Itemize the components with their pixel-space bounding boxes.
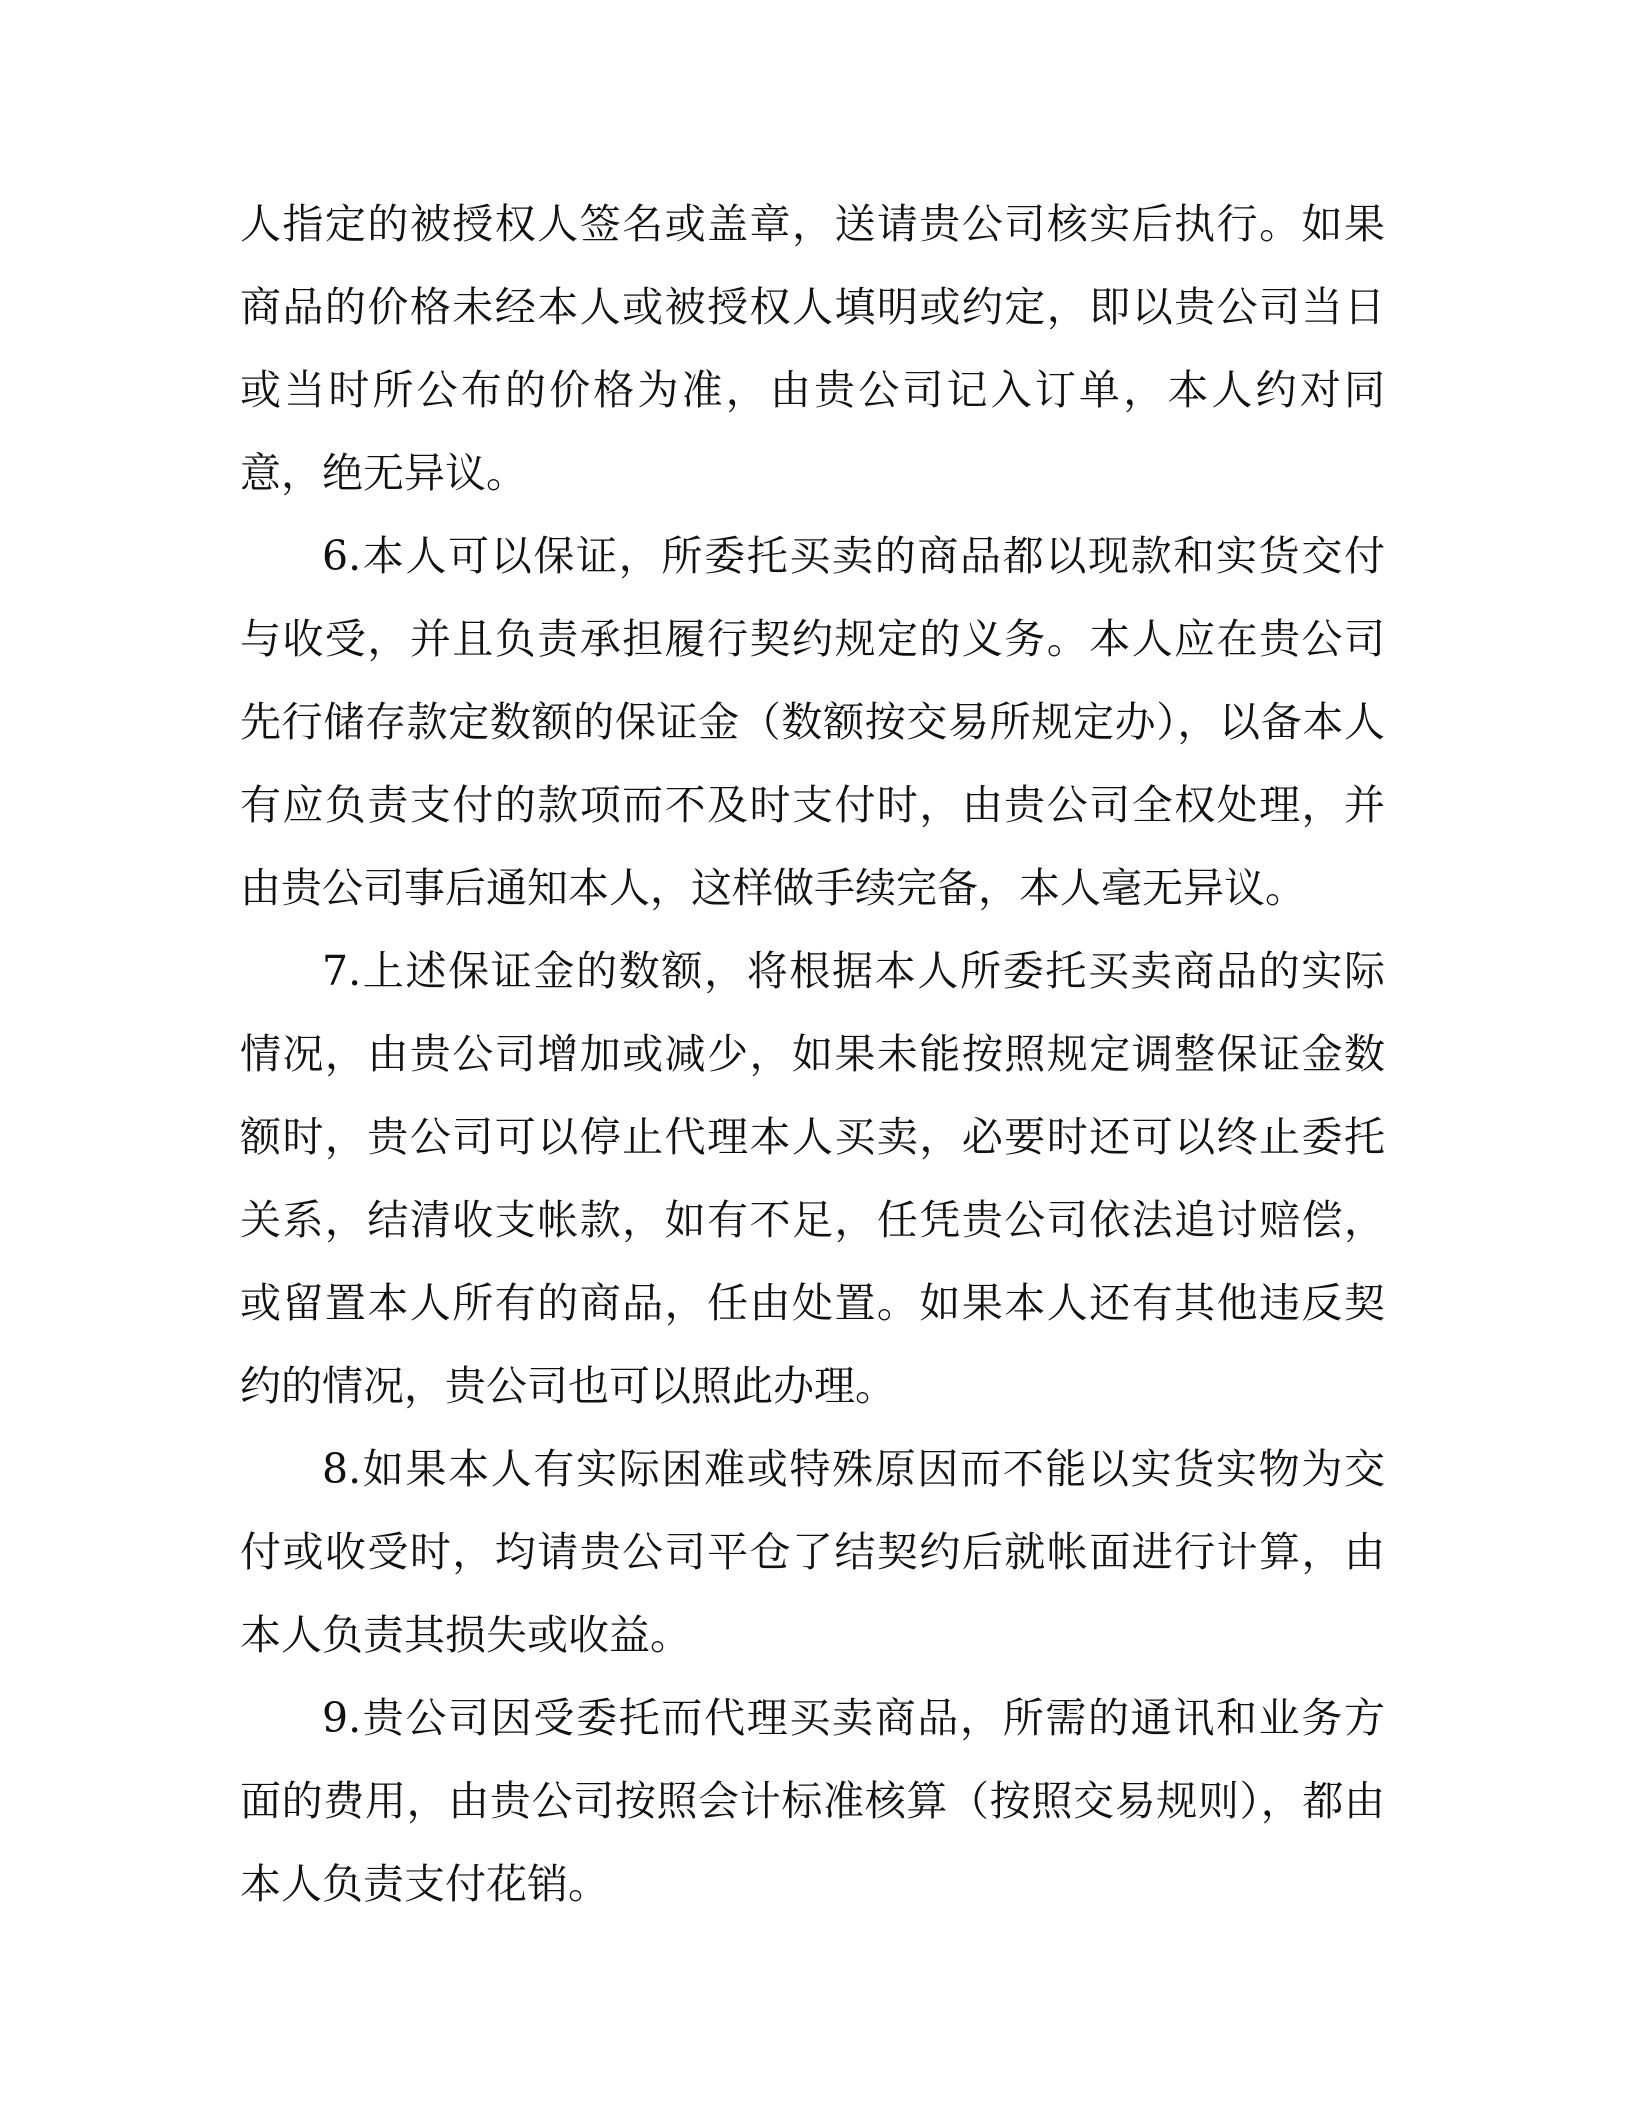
document-body — [240, 183, 1385, 1926]
paragraph-clause-7: 7.上述保证金的数额，将根据本人所委托买卖商品的实际情况，由贵公司增加或减少，如果未能按照规定调整保证金数额时，贵公司可以停止代理本人买卖，必要时还可以终止委托关系，结清收支帐款，如有不足，任凭贵公司依法追讨赔偿，或留置本人所有的商品，任由处置。如果本人还有其他违反契约的情况，贵公司也可以照此办理。 — [240, 947, 1385, 1410]
paragraph-continuation: 人指定的被授权人签名或盖章，送请贵公司核实后执行。如果商品的价格未经本人或被授权人填明或约定，即以贵公司当日或当时所公布的价格为准，由贵公司记入订单，本人约对同意，绝无异议。 — [240, 200, 1385, 497]
paragraph-clause-9: 9.贵公司因受委托而代理买卖商品，所需的通讯和业务方面的费用，由贵公司按照会计标准核算（按照交易规则），都由本人负责支付花销。 — [240, 1694, 1385, 1908]
paragraph-clause-6: 6.本人可以保证，所委托买卖的商品都以现款和实货交付与收受，并且负责承担履行契约规定的义务。本人应在贵公司先行储存款定数额的保证金（数额按交易所规定办），以备本人有应负责支付的款项而不及时支付时，由贵公司全权处理，并由贵公司事后通知本人，这样做手续完备，本人毫无异议。 — [240, 532, 1385, 912]
paragraph-clause-8: 8.如果本人有实际困难或特殊原因而不能以实货实物为交付或收受时，均请贵公司平仓了结契约后就帐面进行计算，由本人负责其损失或收益。 — [240, 1445, 1385, 1659]
